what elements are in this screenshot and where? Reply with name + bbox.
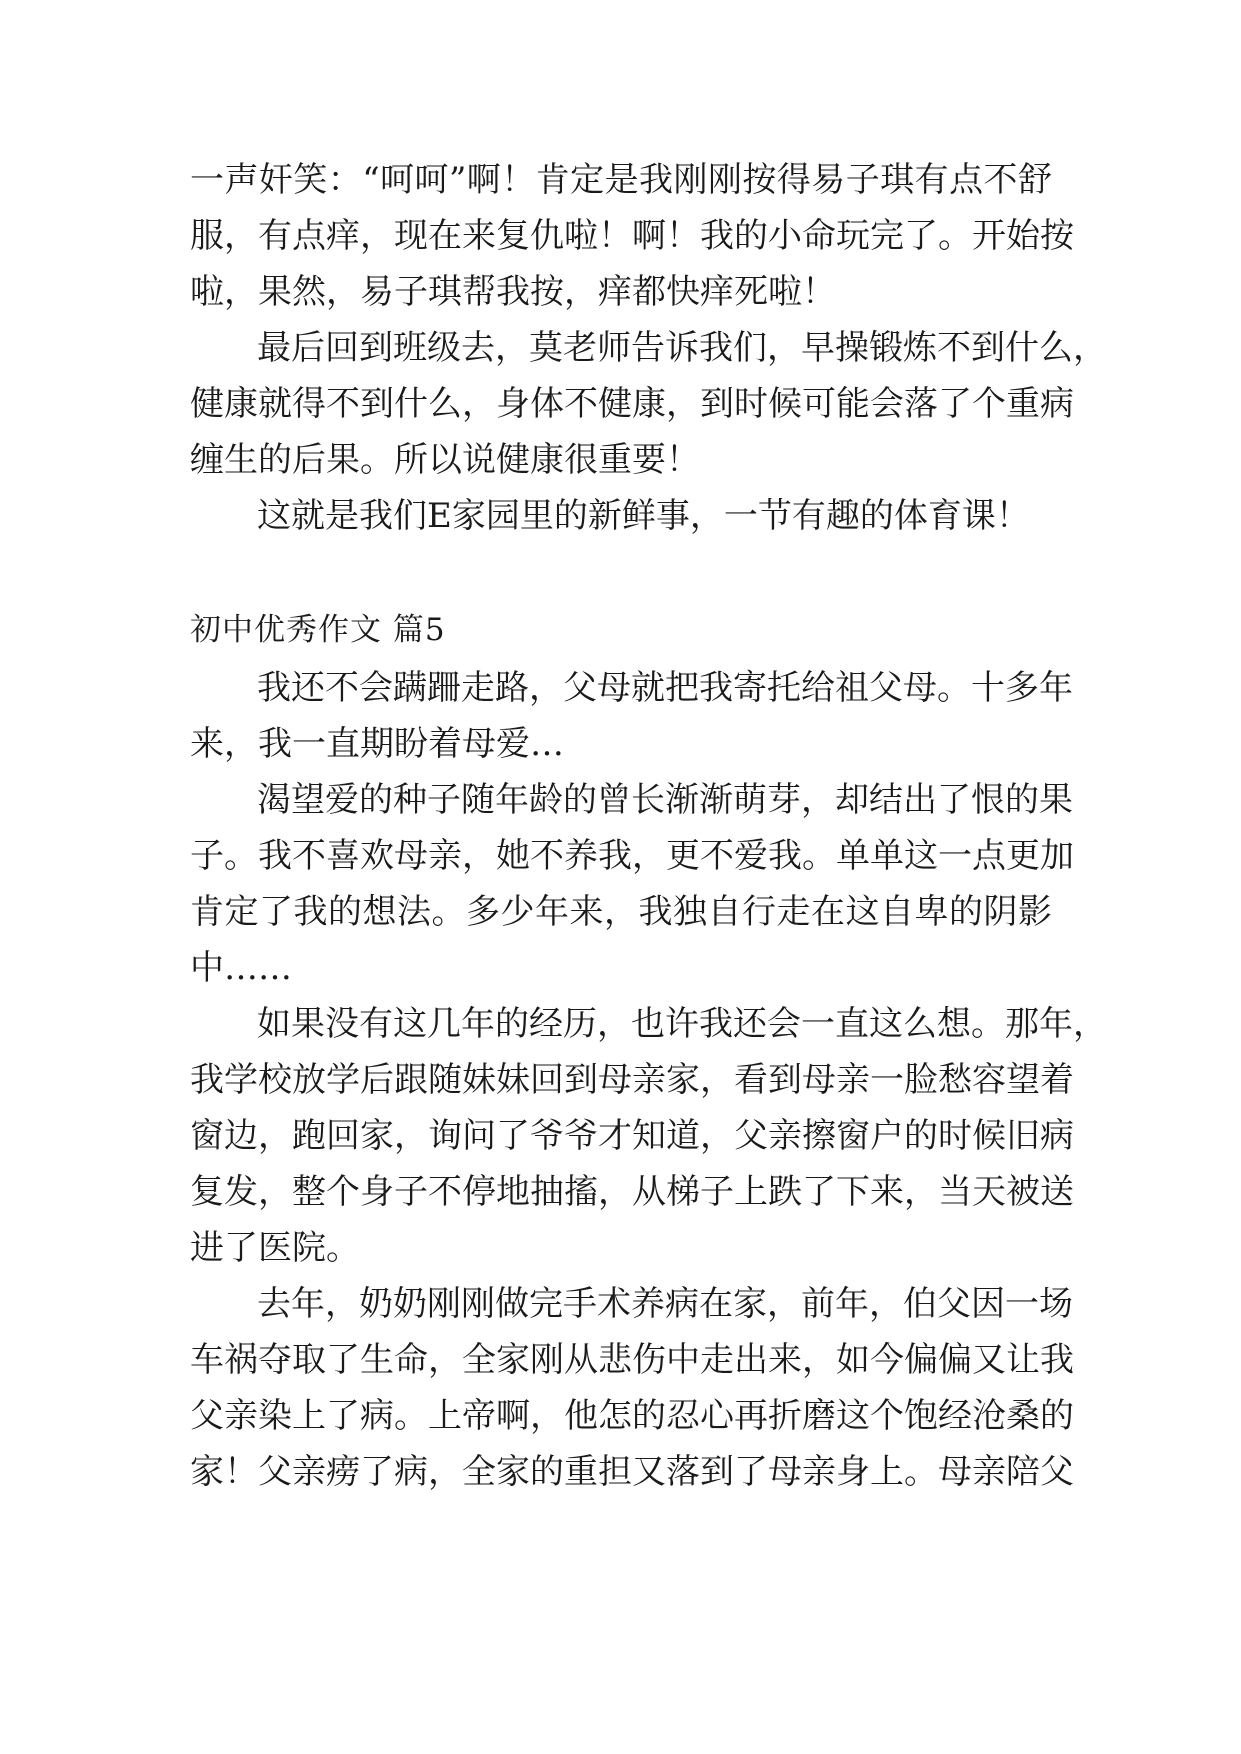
text-line: 最后回到班级去，莫老师告诉我们，早操锻炼不到什么， <box>257 328 1107 368</box>
text-line: 中…… <box>190 948 292 988</box>
text-line: 如果没有这几年的经历，也许我还会一直这么想。那年， <box>257 1004 1107 1044</box>
section-heading: 初中优秀作文 篇5 <box>190 612 446 648</box>
text-line: 渴望爱的种子随年龄的曾长渐渐萌芽，却结出了恨的果 <box>257 780 1073 820</box>
text-line: 来，我一直期盼着母爱… <box>190 724 564 764</box>
text-line: 健康就得不到什么，身体不健康，到时候可能会落了个重病 <box>190 384 1074 424</box>
text-line: 子。我不喜欢母亲，她不养我，更不爱我。单单这一点更加 <box>190 836 1074 876</box>
text-line: 我还不会蹒跚走路，父母就把我寄托给祖父母。十多年 <box>257 668 1073 708</box>
text-line: 一声奸笑：“呵呵”啊！肯定是我刚刚按得易子琪有点不舒 <box>190 160 1052 200</box>
text-line: 这就是我们E家园里的新鲜事，一节有趣的体育课！ <box>257 496 1030 536</box>
text-line: 父亲染上了病。上帝啊，他怎的忍心再折磨这个饱经沧桑的 <box>190 1396 1074 1436</box>
text-line: 窗边，跑回家，询问了爷爷才知道，父亲擦窗户的时候旧病 <box>190 1116 1074 1156</box>
text-line: 啦，果然，易子琪帮我按，痒都快痒死啦！ <box>190 272 836 312</box>
text-line: 肯定了我的想法。多少年来，我独自行走在这自卑的阴影 <box>190 892 1052 932</box>
text-line: 去年，奶奶刚刚做完手术养病在家，前年，伯父因一场 <box>257 1284 1073 1324</box>
text-line: 家！父亲痨了病，全家的重担又落到了母亲身上。母亲陪父 <box>190 1452 1074 1492</box>
text-line: 车祸夺取了生命，全家刚从悲伤中走出来，如今偏偏又让我 <box>190 1340 1074 1380</box>
text-line: 复发，整个身子不停地抽搐，从梯子上跌了下来，当天被送 <box>190 1172 1074 1212</box>
text-line: 服，有点痒，现在来复仇啦！啊！我的小命玩完了。开始按 <box>190 216 1074 256</box>
text-line: 缠生的后果。所以说健康很重要！ <box>190 440 700 480</box>
text-line: 进了医院。 <box>190 1228 360 1268</box>
text-line: 我学校放学后跟随妹妹回到母亲家，看到母亲一脸愁容望着 <box>190 1060 1074 1100</box>
